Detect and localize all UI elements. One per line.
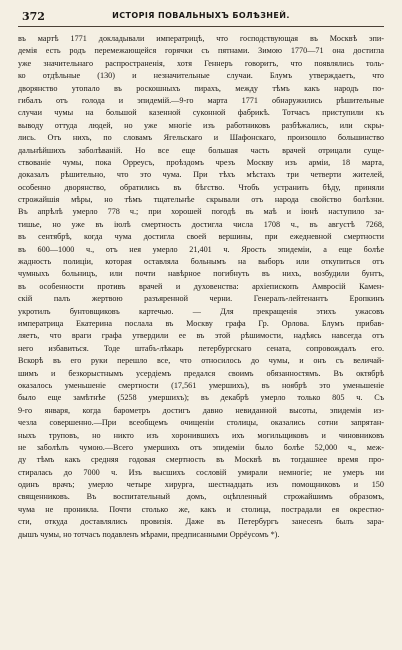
body-text <box>18 33 384 541</box>
text-line: укротилъ бунтовщиковъ картечью. — Для прекращенія этихъ ужасовъ <box>18 306 384 316</box>
text-line: скій палъ жертвою разъяренной черни. Генералъ-лейтенантъ Еропкинъ <box>18 294 384 304</box>
text-line: священниковъ. Въ воспитательный домъ, оцѣпленный строжайшимъ образомъ, <box>18 492 384 502</box>
text-line: доказалъ рѣшительно, что это чума. При тѣхъ мѣстахъ три четверти жителей, <box>18 170 384 180</box>
text-line: чума не проникла. Почти столько же, какъ и столица, пострадали ея окрестно- <box>18 504 384 514</box>
text-line: него избавиться. Тоде штабъ-лѣкарь петербургскаго сената, сопровождалъ его. <box>18 343 384 353</box>
text-line: шимъ и безкорыстнымъ усердіемъ предался своимъ обязанностямъ. Въ октябрѣ <box>18 368 384 378</box>
text-line: одинъ врачъ; умерло четыре хирурга, шестнадцать изъ помощниковъ и 150 <box>18 480 384 490</box>
text-line: стиралась до 7000 ч. Изъ высшихъ сословій умирали немногіе; не умеръ ни <box>18 467 384 477</box>
text-line: уже значительнаго распространенія, хотя Геннеръ говоритъ, что появлялись толь- <box>18 58 384 68</box>
text-line: тишье, но уже въ іюлѣ смертность достигла числа 1708 ч., въ августѣ 7268, <box>18 219 384 229</box>
text-line: оказалось уменьшеніе смертности (17,561 умершихъ), въ ноябрѣ это уменьшеніе <box>18 380 384 390</box>
text-line: чезла совершенно.—При всеобщемъ очищеніи столицы, оказались сотни запрятан- <box>18 418 384 428</box>
text-line: случаи чумы на большой казенной суконной фабрикѣ. Тотчасъ приступили къ <box>18 108 384 118</box>
text-line: особенно дворянство, обратились въ бѣгство. Чтобъ устранить бѣду, приняли <box>18 182 384 192</box>
text-line: ныхъ труповъ, но никто изъ хоронившихъ ихъ могильщиковъ и чиновниковъ <box>18 430 384 440</box>
text-line: императрица Екатерина послала въ Москву графа Гр. Орлова. Блумъ прибав- <box>18 318 384 328</box>
text-line: чумныхъ больницъ, или почти навѣрное погибнуть въ нихъ, возбудили бунтъ, <box>18 269 384 279</box>
running-title: ИСТОРІЯ ПОВАЛЬНЫХЪ БОЛѢЗНЕЙ. <box>112 11 290 20</box>
text-line: сти, откуда доставлялись провизія. Даже въ Петербургъ занесенъ былъ зара- <box>18 517 384 527</box>
text-line: въ 600—1000 ч., отъ нея умерло 21,401 ч. Ярость эпидеміи, а еще болѣе <box>18 244 384 254</box>
text-line: ляетъ, что враги графа утвердили ее въ этой рѣшимости, надѣясь навсегда отъ <box>18 331 384 341</box>
text-line: дальнѣйшихъ заболѣваній. Но все еще большая часть врачей отрицали суще- <box>18 145 384 155</box>
text-line: гибалъ отъ голода и эпидемій.—9-го марта 1771 обнаружились рѣшительные <box>18 95 384 105</box>
text-line: дышъ чумы, но тотчасъ подавленъ мѣрами, предписанными Оррёусомъ *). <box>18 529 280 539</box>
text-line: демія есть родъ перемежающейся горячки съ пятнами. Зимою 1770—71 она достигла <box>18 46 384 56</box>
text-line: лись. Отъ нихъ, по словамъ Ягельскаго и Шафонскаго, произошло большинство <box>18 133 384 143</box>
text-line: въ особенности противъ врачей и духовенства: архіепископъ Амвросій Камен- <box>18 281 384 291</box>
page-header <box>18 8 384 27</box>
text-line: въ сентябрѣ, когда чума достигла своей вершины, при ежедневной смертности <box>18 232 384 242</box>
text-line: ко отдѣльные (130) и незначительные случаи. Блумъ утверждаетъ, что <box>18 71 384 81</box>
text-line: жадность полиціи, которая оставляла больнымъ на выборъ или откупиться отъ <box>18 257 384 267</box>
text-line: строжайшія мѣры, но тѣмъ тщательнѣе скрывали отъ народа свойство болѣзни. <box>18 195 384 205</box>
text-line: Въ апрѣлѣ умерло 778 ч.; при хорошей погодѣ въ маѣ и іюнѣ наступило за- <box>18 207 384 217</box>
text-line: было еще замѣтнѣе (5258 умершихъ); въ декабрѣ умерло только 805 ч. Съ <box>18 393 384 403</box>
text-line: Вскорѣ въ его руки перешло все, что относилось до чумы, и онъ съ величай- <box>18 356 384 366</box>
text-line: дворянство утопало въ роскошныхъ пирахъ, между тѣмъ какъ народъ по- <box>18 83 384 93</box>
text-line: не заболѣлъ чумою.—Всего умершихъ отъ эпидеміи было болѣе 52,000 ч., меж- <box>18 442 384 452</box>
text-line: въ мартѣ 1771 докладывали императрицѣ, что господствующая въ Москвѣ эпи- <box>18 34 384 43</box>
text-line: 9-го января, когда барометръ достигъ давно невиданной высоты, эпидемія из- <box>18 405 384 415</box>
page-number: 372 <box>22 10 45 23</box>
text-line: ствованіе чумы, пока Орреусъ, проѣздомъ чрезъ Москву изъ арміи, 18 марта, <box>18 157 384 167</box>
text-line: ду тѣмъ какъ средняя годовая смертность въ Москвѣ въ тогдашнее время про- <box>18 455 384 465</box>
text-line: выводу оттуда людей, но уже многіе изъ работниковъ разбѣжались, или скры- <box>18 120 384 130</box>
